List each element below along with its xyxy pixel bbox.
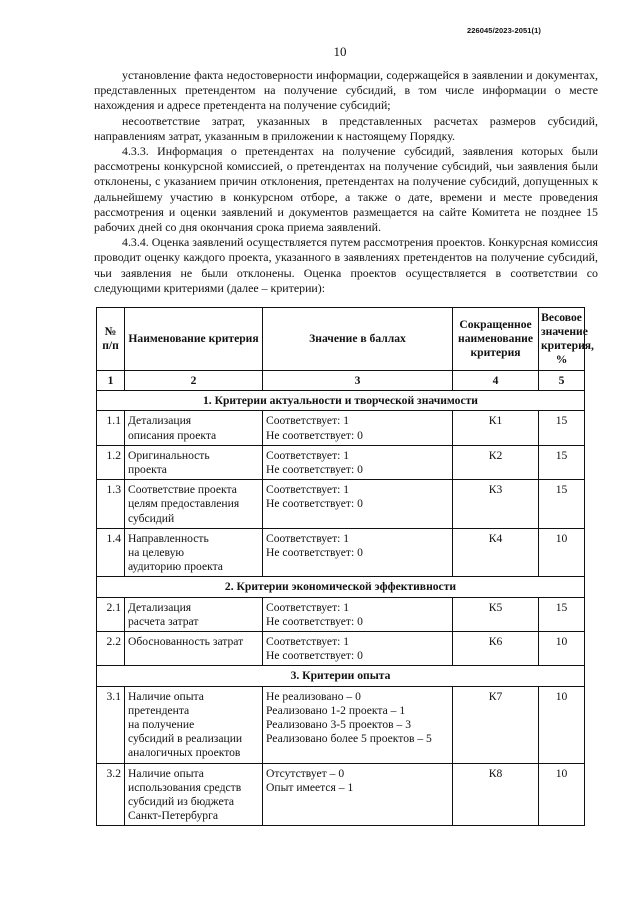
criterion-number: 3.1 [97, 686, 125, 763]
criterion-name-line: расчета затрат [128, 614, 199, 628]
column-number: 4 [453, 371, 539, 391]
criterion-number: 2.1 [97, 597, 125, 631]
criterion-value-line: Не соответствует: 0 [266, 614, 363, 628]
criterion-name [125, 597, 263, 631]
criterion-value-line: Не соответствует: 0 [266, 463, 363, 477]
criterion-name-line: на целевую [128, 546, 185, 560]
table-header-row [97, 308, 585, 371]
header-name: Наименование критерия [125, 308, 263, 371]
criterion-weight: 10 [539, 763, 585, 826]
criterion-name [125, 528, 263, 577]
criterion-values [263, 411, 453, 445]
column-number: 1 [97, 371, 125, 391]
criterion-name-line: описания проекта [128, 428, 217, 442]
criterion-weight: 15 [539, 411, 585, 445]
header-num: № п/п [97, 308, 125, 371]
section-row [97, 666, 585, 686]
criterion-name-line: Санкт-Петербурга [128, 809, 218, 823]
page-number: 10 [333, 44, 347, 59]
criterion-name-line: проекта [128, 463, 167, 477]
criterion-name-line: Наличие опыта [128, 689, 204, 703]
criterion-value-line: Опыт имеется – 1 [266, 780, 354, 794]
criterion-number: 3.2 [97, 763, 125, 826]
criteria-table [96, 307, 594, 826]
criterion-name [125, 480, 263, 529]
criterion-number: 1.1 [97, 411, 125, 445]
column-number: 5 [539, 371, 585, 391]
criterion-weight: 10 [539, 528, 585, 577]
paragraph: установление факта недостоверности информации, содержащейся в заявлении и документах, представленных претендентом на получение субсидий, в том числе информации о месте нахождения и адресе претендента на получение субсидий; [94, 68, 598, 113]
table-row [97, 411, 585, 445]
criterion-value-line: Соответствует: 1 [266, 448, 350, 462]
criterion-name-line: Детализация [128, 600, 192, 614]
criterion-value-line: Соответствует: 1 [266, 635, 350, 649]
criterion-abbr: К2 [453, 445, 539, 479]
paragraph: 4.3.4. Оценка заявлений осуществляется путем рассмотрения проектов. Конкурсная комиссия проводит оценку каждого проекта, указанного в заявлениях претендентов на получение субсидий, чьи заявления не были отклонены. Оценка проектов осуществляется в соответствии со следующими критериями (далее – критерии): [94, 235, 598, 295]
criterion-number: 2.2 [97, 632, 125, 666]
paragraph: 4.3.3. Информация о претендентах на получение субсидий, заявления которых были рассмотрены конкурсной комиссией, о претендентах на получение субсидий, чьи заявления были отклонены, с указанием причин отклонения, претендентах на получение субсидий, допущенных к дальнейшему участию в конкурсном отборе, а также о дате, времени и месте проведения рассмотрения и оценки заявлений и документов размещается на сайте Комитета не позднее 15 рабочих дней со дня окончания срока приема заявлений. [94, 144, 598, 235]
criterion-weight: 15 [539, 445, 585, 479]
paragraph: несоответствие затрат, указанных в представленных расчетах размеров субсидий, направлениям затрат, указанным в приложении к настоящему Порядку. [94, 113, 598, 143]
criterion-name [125, 411, 263, 445]
table-row [97, 480, 585, 529]
criterion-name-line: Соответствие проекта [128, 483, 237, 497]
criterion-values [263, 763, 453, 826]
criterion-value-line: Реализовано 3-5 проектов – 3 [266, 718, 411, 732]
section-row [97, 391, 585, 411]
criterion-abbr: К3 [453, 480, 539, 529]
criterion-name-line: использования средств [128, 780, 242, 794]
criterion-name-line: Оригинальность [128, 448, 210, 462]
criterion-value-line: Не соответствует: 0 [266, 546, 363, 560]
criterion-name [125, 445, 263, 479]
criterion-value-line: Не реализовано – 0 [266, 689, 361, 703]
criterion-name-line: субсидий из бюджета [128, 795, 235, 809]
criterion-value-line: Соответствует: 1 [266, 483, 350, 497]
criterion-weight: 15 [539, 480, 585, 529]
criterion-values [263, 686, 453, 763]
criterion-values [263, 480, 453, 529]
column-number: 2 [125, 371, 263, 391]
criterion-value-line: Отсутствует – 0 [266, 766, 345, 780]
section-title: 1. Критерии актуальности и творческой значимости [97, 391, 585, 411]
criterion-values [263, 445, 453, 479]
criterion-values [263, 528, 453, 577]
document-id: 226045/2023-2051(1) [466, 26, 541, 35]
criterion-number: 1.4 [97, 528, 125, 577]
table-row [97, 763, 585, 826]
criterion-values [263, 632, 453, 666]
table-row [97, 597, 585, 631]
criterion-value-line: Реализовано 1-2 проекта – 1 [266, 703, 406, 717]
criterion-name-line: Направленность [128, 531, 209, 545]
criterion-name-line: Обоснованность затрат [128, 635, 244, 649]
criterion-name-line: целям предоставления [128, 497, 240, 511]
criterion-name-line: на получение [128, 718, 195, 732]
criterion-number: 1.3 [97, 480, 125, 529]
column-number-row [97, 371, 585, 391]
criterion-weight: 10 [539, 632, 585, 666]
criterion-weight: 15 [539, 597, 585, 631]
table-row [97, 686, 585, 763]
criterion-name [125, 686, 263, 763]
criterion-abbr: К4 [453, 528, 539, 577]
criterion-name [125, 763, 263, 826]
criterion-value-line: Не соответствует: 0 [266, 649, 363, 663]
criterion-value-line: Соответствует: 1 [266, 531, 350, 545]
header-abbr: Сокращенное наименование критерия [453, 308, 539, 371]
criterion-value-line: Не соответствует: 0 [266, 428, 363, 442]
criterion-name-line: аналогичных проектов [128, 746, 241, 760]
criterion-number: 1.2 [97, 445, 125, 479]
criterion-name-line: аудиторию проекта [128, 560, 223, 574]
table-row [97, 445, 585, 479]
criterion-value-line: Не соответствует: 0 [266, 497, 363, 511]
criterion-name-line: Наличие опыта [128, 766, 204, 780]
criterion-weight: 10 [539, 686, 585, 763]
table-row [97, 528, 585, 577]
header-value: Значение в баллах [263, 308, 453, 371]
header-weight: Весовое значение критерия, % [539, 308, 585, 371]
criterion-value-line: Соответствует: 1 [266, 414, 350, 428]
criterion-value-line: Соответствует: 1 [266, 600, 350, 614]
criterion-abbr: К7 [453, 686, 539, 763]
criterion-name-line: субсидий в реализации [128, 732, 243, 746]
criterion-name-line: Детализация [128, 414, 192, 428]
criterion-name-line: претендента [128, 703, 190, 717]
table-body [97, 371, 585, 826]
criterion-name-line: субсидий [128, 511, 175, 525]
table-row [97, 632, 585, 666]
section-title: 3. Критерии опыта [97, 666, 585, 686]
criterion-value-line: Реализовано более 5 проектов – 5 [266, 732, 432, 746]
criterion-abbr: К8 [453, 763, 539, 826]
criterion-values [263, 597, 453, 631]
criterion-abbr: К6 [453, 632, 539, 666]
column-number: 3 [263, 371, 453, 391]
criterion-name [125, 632, 263, 666]
section-title: 2. Критерии экономической эффективности [97, 577, 585, 597]
section-row [97, 577, 585, 597]
body-text [94, 68, 598, 296]
criterion-abbr: К5 [453, 597, 539, 631]
criterion-abbr: К1 [453, 411, 539, 445]
